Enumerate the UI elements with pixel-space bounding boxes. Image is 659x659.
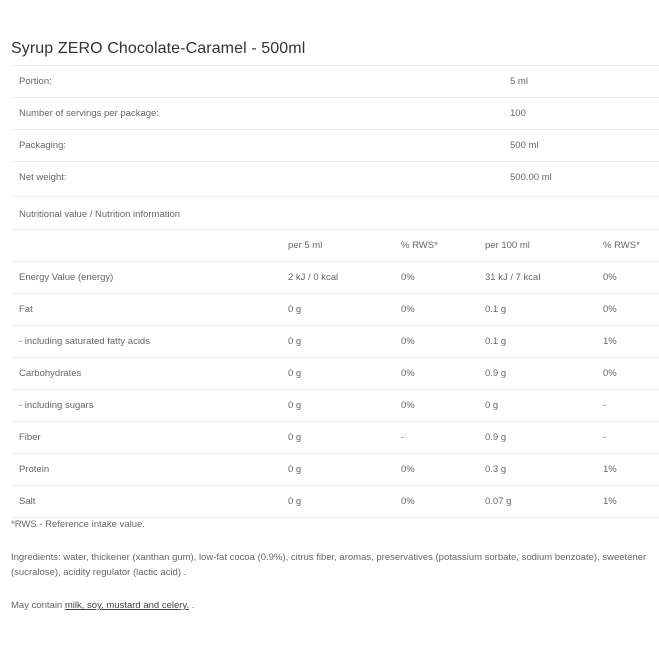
spec-label: Portion: xyxy=(19,76,52,87)
spec-label: Net weight: xyxy=(19,172,67,183)
per-100-rws: 1% xyxy=(603,336,617,347)
spec-label: Number of servings per package: xyxy=(19,108,159,119)
per-100-value: 0.9 g xyxy=(485,368,507,379)
allergen-suffix: . xyxy=(189,600,195,611)
table-row xyxy=(11,325,659,357)
allergen-link[interactable]: milk, soy, mustard and celery. xyxy=(64,600,190,611)
column-header: % RWS* xyxy=(603,240,640,251)
per-100-rws: - xyxy=(603,432,607,443)
per-100-value: 0.07 g xyxy=(485,496,512,507)
table-row xyxy=(11,389,659,421)
ingredients-text: Ingredients: water, thickener (xanthan gum), low-fat cocoa (0.9%), citrus fiber, aromas, preservatives (potassium sorbate, sodium benzoate), sweetener (sucralose), acidity regulator (lactic acid) . xyxy=(11,552,647,578)
per-100-rws: 1% xyxy=(603,464,617,475)
per-100-value: 0.9 g xyxy=(485,432,507,443)
nutrient-name: - including sugars xyxy=(19,400,94,411)
table-row xyxy=(11,421,659,453)
spec-label: Packaging: xyxy=(19,140,67,151)
spec-value: 500 ml xyxy=(510,140,539,151)
rws-footnote: *RWS - Reference intake value. xyxy=(11,519,145,530)
table-row xyxy=(11,453,659,485)
per-100-value: 31 kJ / 7 kcal xyxy=(485,272,541,283)
nutrient-name: Salt xyxy=(19,496,36,507)
per-portion-value: 0 g xyxy=(288,304,302,315)
spec-value: 100 xyxy=(510,108,526,119)
per-portion-value: 0 g xyxy=(288,368,302,379)
column-header: % RWS* xyxy=(401,240,438,251)
per-portion-rws: 0% xyxy=(401,368,415,379)
nutrition-table xyxy=(11,229,659,518)
per-100-value: 0.1 g xyxy=(485,304,507,315)
nutrition-header-row xyxy=(11,229,659,261)
nutrient-name: Protein xyxy=(19,464,50,475)
per-portion-rws: 0% xyxy=(401,464,415,475)
per-100-rws: 1% xyxy=(603,496,617,507)
per-portion-rws: 0% xyxy=(401,336,415,347)
per-100-rws: - xyxy=(603,400,607,411)
column-header: per 100 ml xyxy=(485,240,530,251)
spec-row-servings xyxy=(11,97,659,129)
per-portion-value: 0 g xyxy=(288,400,302,411)
nutrition-heading: Nutritional value / Nutrition information xyxy=(19,209,181,220)
nutrient-name: Carbohydrates xyxy=(19,368,82,379)
column-header: per 5 ml xyxy=(288,240,323,251)
nutrient-name: - including saturated fatty acids xyxy=(19,336,150,347)
per-100-value: 0.3 g xyxy=(485,464,507,475)
table-row xyxy=(11,261,659,293)
per-100-value: 0.1 g xyxy=(485,336,507,347)
per-100-rws: 0% xyxy=(603,368,617,379)
product-spec-table xyxy=(11,65,659,193)
spec-row-packaging xyxy=(11,129,659,161)
nutrient-name: Fiber xyxy=(19,432,41,443)
per-portion-value: 0 g xyxy=(288,496,302,507)
per-portion-value: 2 kJ / 0 kcal xyxy=(288,272,339,283)
product-title: Syrup ZERO Chocolate-Caramel - 500ml xyxy=(11,40,306,57)
nutrition-heading-row xyxy=(11,196,659,231)
spec-value: 500.00 ml xyxy=(510,172,552,183)
per-portion-value: 0 g xyxy=(288,432,302,443)
allergen-prefix: May contain xyxy=(11,600,65,611)
spec-value: 5 ml xyxy=(510,76,528,87)
per-portion-rws: 0% xyxy=(401,304,415,315)
per-100-rws: 0% xyxy=(603,272,617,283)
nutrient-name: Energy Value (energy) xyxy=(19,272,114,283)
per-portion-rws: 0% xyxy=(401,400,415,411)
per-portion-rws: 0% xyxy=(401,272,415,283)
table-row xyxy=(11,357,659,389)
table-row xyxy=(11,293,659,325)
per-portion-value: 0 g xyxy=(288,464,302,475)
nutrient-name: Fat xyxy=(19,304,33,315)
spec-row-portion xyxy=(11,65,659,97)
per-100-value: 0 g xyxy=(485,400,499,411)
per-portion-value: 0 g xyxy=(288,336,302,347)
per-portion-rws: 0% xyxy=(401,496,415,507)
table-row xyxy=(11,485,659,518)
per-portion-rws: - xyxy=(401,432,405,443)
allergen-notice xyxy=(11,600,194,611)
per-100-rws: 0% xyxy=(603,304,617,315)
spec-row-net-weight xyxy=(11,161,659,193)
